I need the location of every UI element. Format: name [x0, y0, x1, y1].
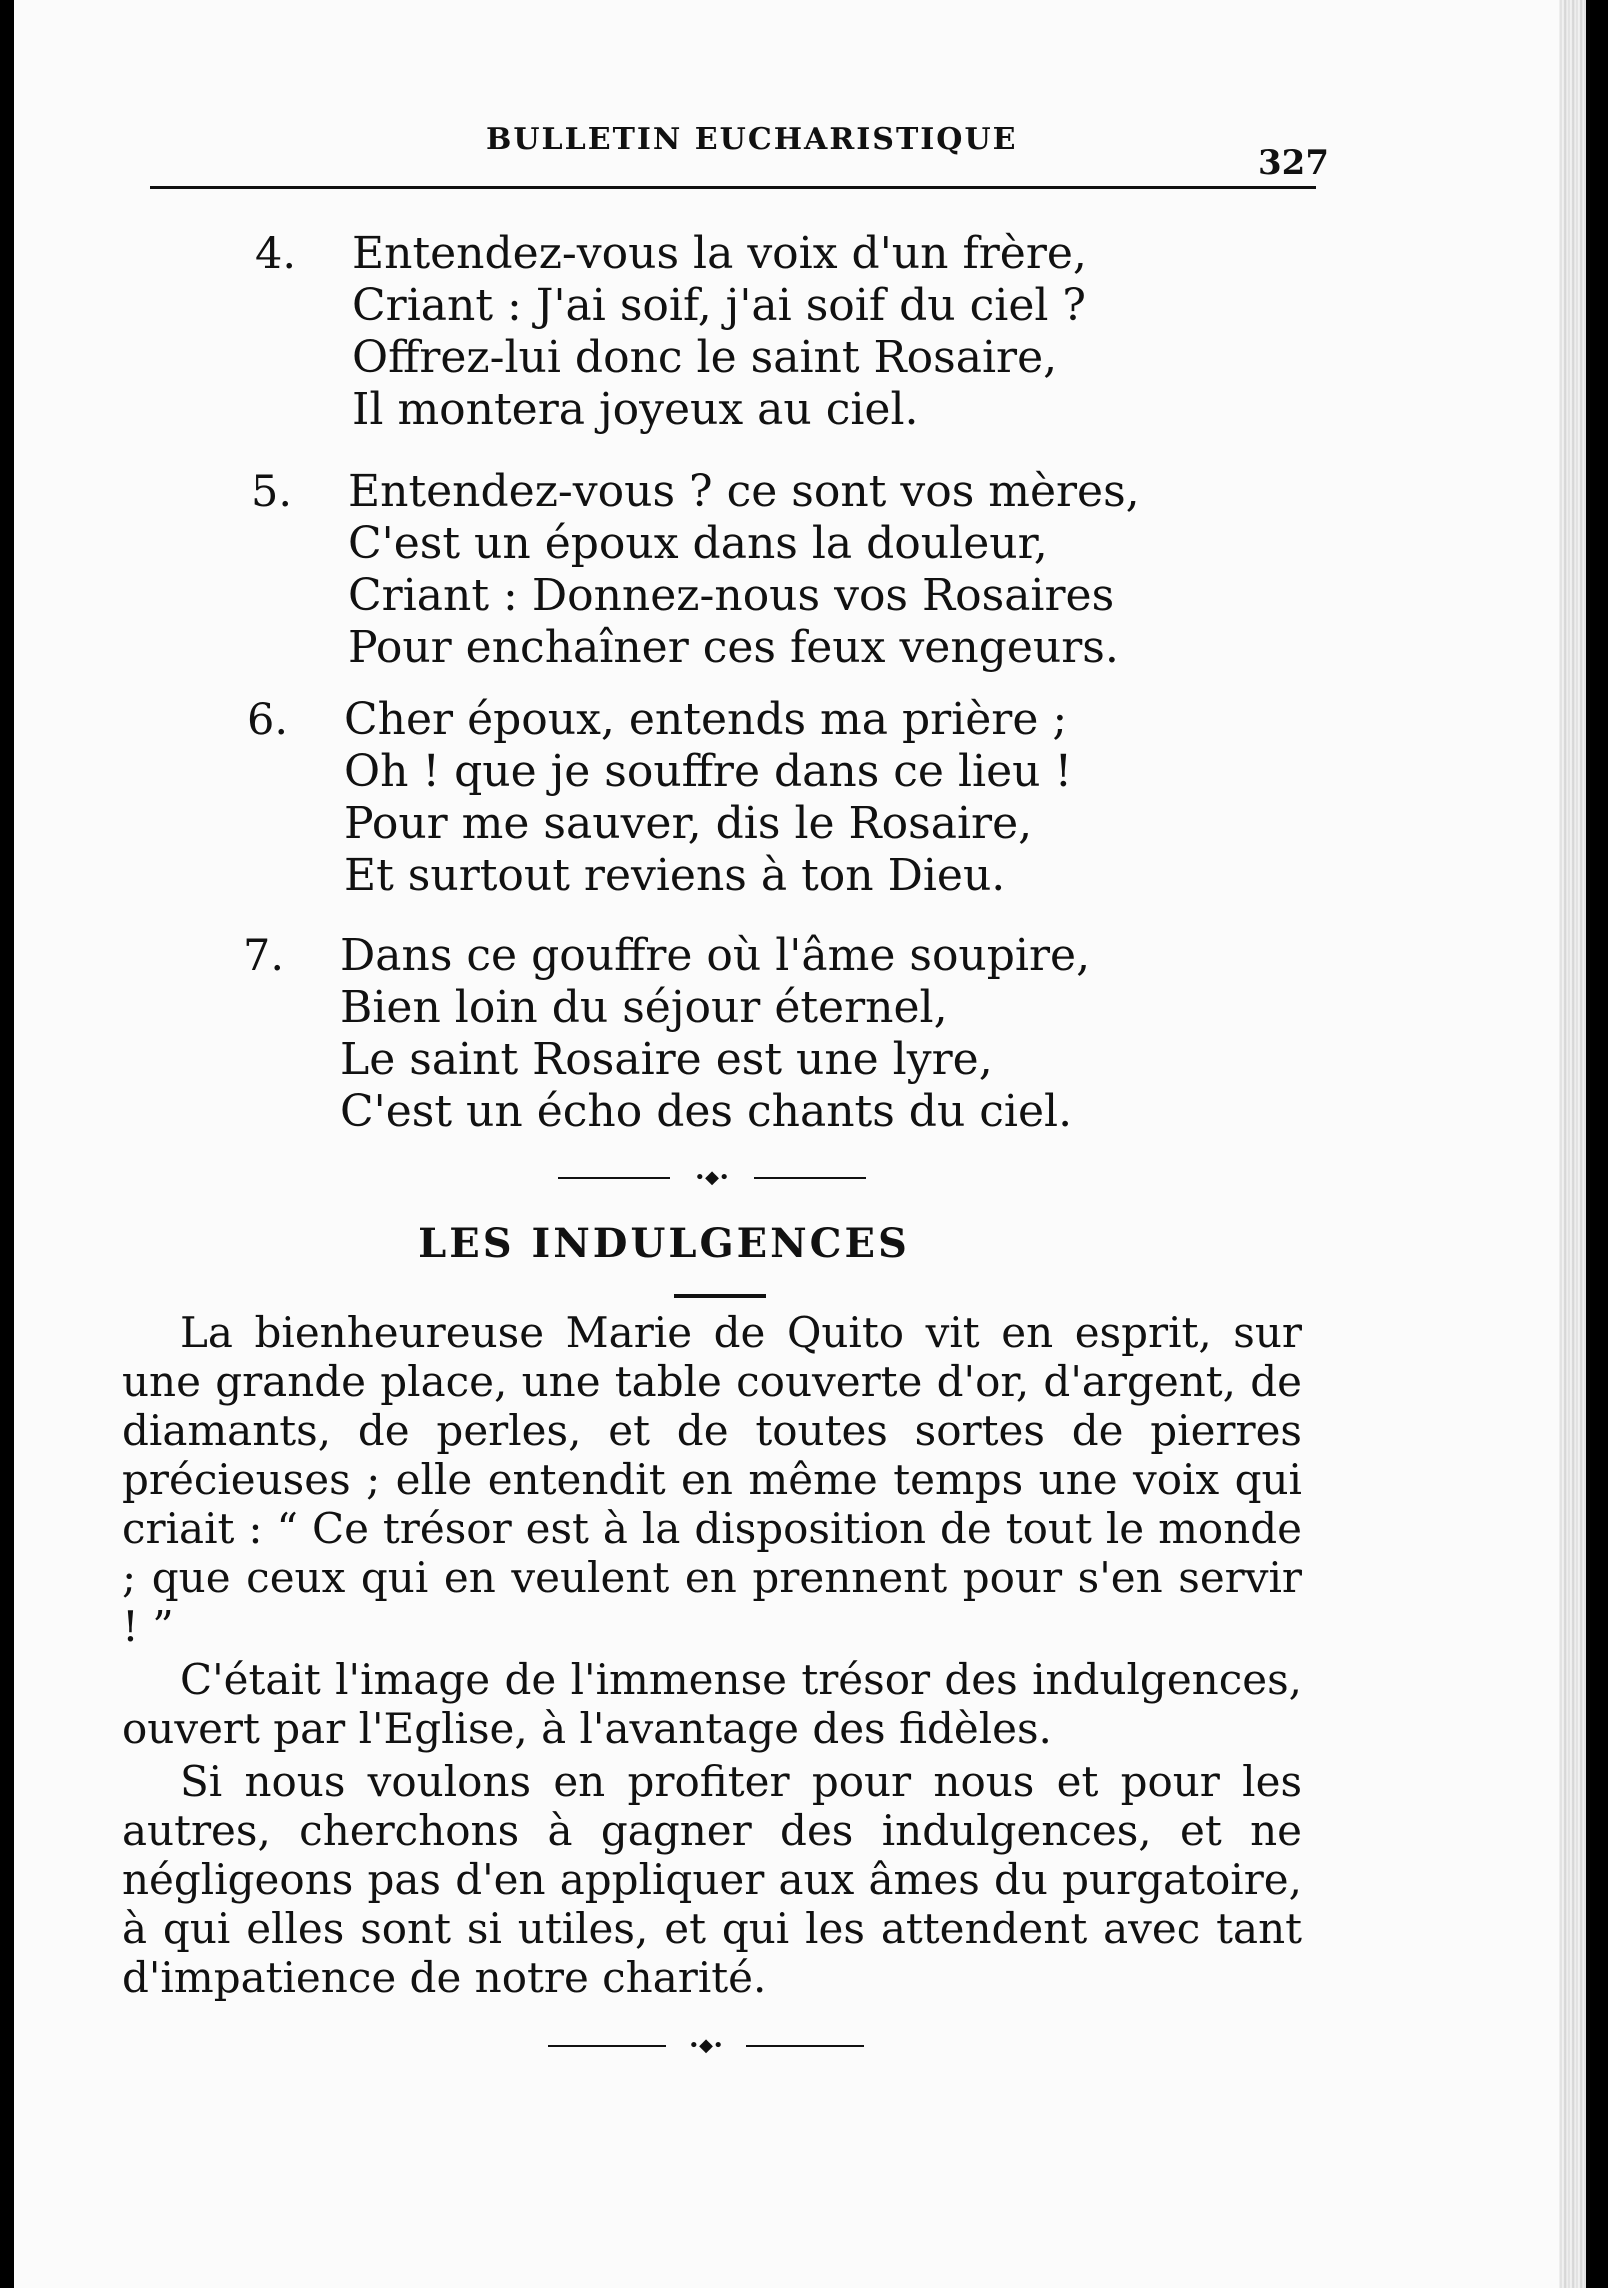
paragraph: La bienheureuse Marie de Quito vit en esprit, sur une grande place, une table couverte d'or, d'argent, de diamants, de perles, et de toutes sortes de pierres précieuses ; elle entendit en même temps une voix qui criait : “ Ce trésor est à la disposition de tout le monde ; que ceux qui en veulent en prennent pour s'en servir ! ”	[122, 1308, 1302, 1651]
verse-line: Dans ce gouffre où l'âme soupire,	[340, 930, 1091, 981]
verse-line: C'est un époux dans la douleur,	[348, 518, 1048, 569]
verse-line: Oh ! que je souffre dans ce lieu !	[344, 746, 1073, 797]
verse-line: Il montera joyeux au ciel.	[352, 384, 919, 435]
diamond-ornament-icon: •◆•	[694, 1167, 730, 1188]
verse-line: Entendez-vous ? ce sont vos mères,	[348, 466, 1140, 517]
divider-rule	[548, 2045, 666, 2047]
verse-line: Criant : J'ai soif, j'ai soif du ciel ?	[352, 280, 1087, 331]
stanza-number: 7.	[242, 931, 284, 981]
section-divider-ornament	[558, 1168, 866, 1188]
verse-line: Bien loin du séjour éternel,	[340, 982, 948, 1033]
running-title: BULLETIN EUCHARISTIQUE	[486, 122, 1018, 157]
verse-line: Offrez-lui donc le saint Rosaire,	[352, 332, 1058, 383]
header-rule	[150, 186, 1316, 189]
title-underline	[674, 1294, 766, 1298]
verse-line: Entendez-vous la voix d'un frère,	[352, 228, 1087, 279]
verse-line: Criant : Donnez-nous vos Rosaires	[348, 570, 1115, 621]
verse-line: Le saint Rosaire est une lyre,	[340, 1034, 993, 1085]
section-body	[122, 1308, 1302, 2002]
verse-line: Pour enchaîner ces feux vengeurs.	[348, 622, 1119, 673]
stanza-number: 6.	[246, 695, 288, 745]
divider-rule	[746, 2045, 864, 2047]
closing-ornament	[548, 2036, 864, 2056]
page-edge	[1559, 0, 1586, 2288]
verse-line: Et surtout reviens à ton Dieu.	[344, 850, 1006, 901]
divider-rule	[754, 1177, 866, 1179]
stanza-number: 4.	[254, 229, 296, 279]
verse-line: Pour me sauver, dis le Rosaire,	[344, 798, 1033, 849]
paragraph: Si nous voulons en profiter pour nous et pour les autres, cherchons à gagner des indulgences, et ne négligeons pas d'en appliquer aux âmes du purgatoire, à qui elles sont si utiles, et qui les attendent avec tant d'impatience de notre charité.	[122, 1757, 1302, 2002]
book-page	[14, 0, 1586, 2288]
section-title: LES INDULGENCES	[418, 1220, 910, 1267]
page-number: 327	[1258, 143, 1329, 183]
verse-line: C'est un écho des chants du ciel.	[340, 1086, 1073, 1137]
diamond-ornament-icon: •◆•	[688, 2035, 724, 2056]
divider-rule	[558, 1177, 670, 1179]
paragraph: C'était l'image de l'immense trésor des indulgences, ouvert par l'Eglise, à l'avantage des fidèles.	[122, 1655, 1302, 1753]
verse-line: Cher époux, entends ma prière ;	[344, 694, 1068, 745]
stanza-number: 5.	[250, 467, 292, 517]
